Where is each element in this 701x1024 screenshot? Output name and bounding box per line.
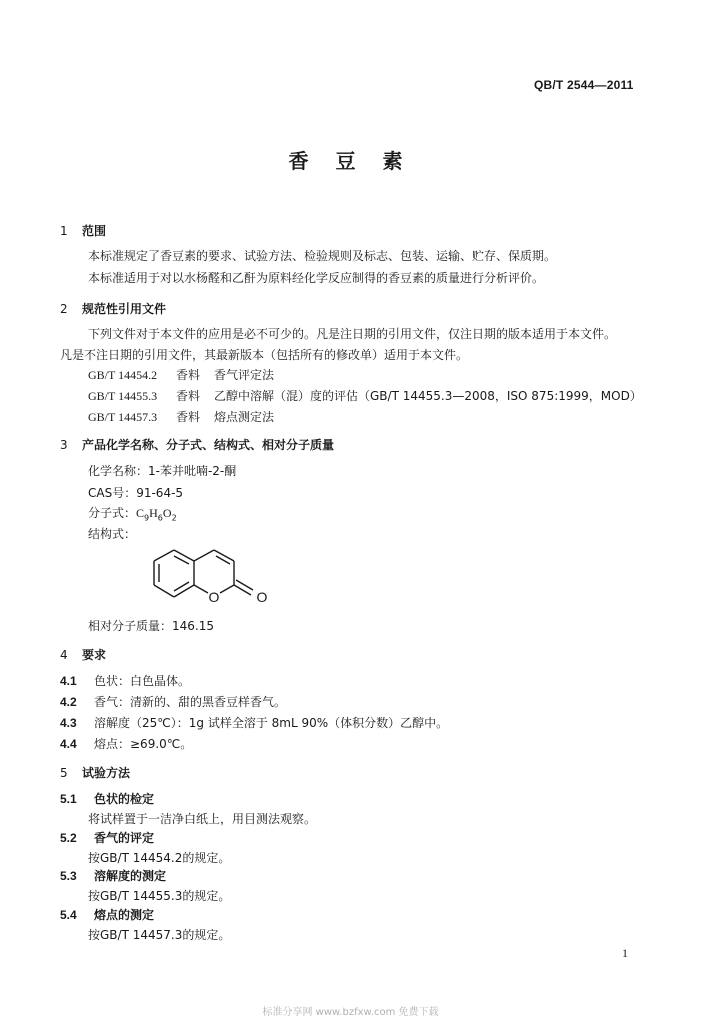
formula-o-count: 2 [171, 513, 177, 523]
section-5-heading [60, 764, 130, 781]
paragraph: 本标准适用于对以水杨醛和乙酐为原料经化学反应制得的香豆素的质量进行分析评价。 [88, 271, 545, 285]
formula-label: 分子式： [88, 506, 137, 520]
method-text: 按GB/T 14457.3的规定。 [88, 928, 231, 942]
clause-title: 溶解度的测定 [94, 869, 167, 883]
bond [220, 585, 234, 593]
clause-number: 5.4 [60, 908, 77, 922]
reference-item [88, 387, 642, 404]
paragraph: 下列文件对于本文件的应用是必不可少的。凡是注日期的引用文件，仅注日期的版本适用于本文件。 [88, 327, 617, 341]
bond [236, 580, 253, 590]
section-title: 规范性引用文件 [82, 302, 167, 316]
section-title: 试验方法 [82, 766, 131, 780]
formula-h: H [149, 506, 158, 520]
section-1-heading [60, 222, 106, 239]
clause-number: 5.3 [60, 869, 77, 883]
footer-watermark: 标准分享网 www.bzfxw.com 免费下载 [262, 1007, 439, 1018]
section-number: 4 [60, 648, 68, 662]
atom-o-ring: O [208, 589, 220, 605]
section-number: 1 [60, 224, 68, 238]
bond [214, 550, 234, 561]
section-3-heading [60, 436, 334, 453]
cas-number: CAS号：91-64-5 [88, 486, 184, 500]
structure-label: 结构式： [88, 527, 137, 541]
method-heading [60, 790, 154, 807]
bond [174, 585, 194, 597]
reference-item [88, 408, 274, 425]
reference-category: 香料 [176, 410, 201, 424]
bond [234, 585, 251, 595]
formula-c: C [136, 506, 145, 520]
atom-o-carbonyl: O [256, 589, 268, 605]
requirement-item [60, 735, 192, 752]
reference-name: 香气评定法 [214, 368, 275, 382]
clause-text: 溶解度（25℃）：1g 试样全溶于 8mL 90%（体积分数）乙醇中。 [94, 716, 449, 730]
clause-number: 4.1 [60, 674, 77, 688]
clause-number: 4.4 [60, 737, 77, 751]
molecular-formula [88, 504, 177, 522]
section-title: 范围 [82, 224, 107, 238]
reference-item [88, 366, 274, 383]
clause-text: 色状：白色晶体。 [94, 674, 191, 688]
reference-code: GB/T 14455.3 [88, 389, 158, 403]
clause-number: 4.3 [60, 716, 77, 730]
chemical-name: 化学名称：1-苯并吡喃-2-酮 [88, 464, 237, 478]
coumarin-structure-diagram [150, 540, 290, 616]
reference-code: GB/T 14457.3 [88, 410, 158, 424]
clause-number: 5.2 [60, 831, 77, 845]
reference-category: 香料 [176, 368, 201, 382]
clause-text: 香气：清新的、甜的黑香豆样香气。 [94, 695, 287, 709]
formula-h-count: 6 [157, 513, 163, 523]
bond [154, 585, 174, 597]
page-title: 香 豆 素 [288, 149, 413, 173]
clause-title: 香气的评定 [94, 831, 155, 845]
section-4-heading [60, 646, 106, 663]
bond [174, 550, 194, 561]
reference-category: 香料 [176, 389, 201, 403]
formula-o: O [162, 506, 172, 520]
method-heading [60, 906, 154, 923]
section-number: 5 [60, 766, 68, 780]
section-title: 要求 [82, 648, 107, 662]
method-text: 按GB/T 14454.2的规定。 [88, 851, 231, 865]
standard-number: QB/T 2544—2011 [534, 78, 634, 92]
section-title: 产品化学名称、分子式、结构式、相对分子质量 [82, 438, 335, 452]
method-text: 将试样置于一洁净白纸上，用目测法观察。 [88, 812, 317, 826]
clause-number: 5.1 [60, 792, 77, 806]
section-number: 3 [60, 438, 68, 452]
clause-text: 熔点：≥69.0℃。 [94, 737, 193, 751]
bond [194, 585, 208, 593]
bond [194, 550, 214, 561]
formula-c-count: 9 [144, 513, 150, 523]
method-heading [60, 867, 166, 884]
reference-code: GB/T 14454.2 [88, 368, 158, 382]
method-text: 按GB/T 14455.3的规定。 [88, 889, 231, 903]
requirement-item [60, 693, 286, 710]
clause-title: 色状的检定 [94, 792, 155, 806]
molecular-mass: 相对分子质量：146.15 [88, 619, 214, 633]
section-number: 2 [60, 302, 68, 316]
reference-name: 乙醇中溶解（混）度的评估（GB/T 14455.3—2008，ISO 875:1999，MOD） [214, 389, 642, 403]
page-number: 1 [622, 946, 628, 960]
requirement-item [60, 672, 190, 689]
requirement-item [60, 714, 448, 731]
clause-title: 熔点的测定 [94, 908, 155, 922]
clause-number: 4.2 [60, 695, 77, 709]
method-heading [60, 829, 154, 846]
paragraph: 凡是不注日期的引用文件，其最新版本（包括所有的修改单）适用于本文件。 [60, 348, 469, 362]
paragraph: 本标准规定了香豆素的要求、试验方法、检验规则及标志、包装、运输、贮存、保质期。 [88, 249, 557, 263]
bond [154, 550, 174, 561]
section-2-heading [60, 300, 166, 317]
reference-name: 熔点测定法 [214, 410, 275, 424]
